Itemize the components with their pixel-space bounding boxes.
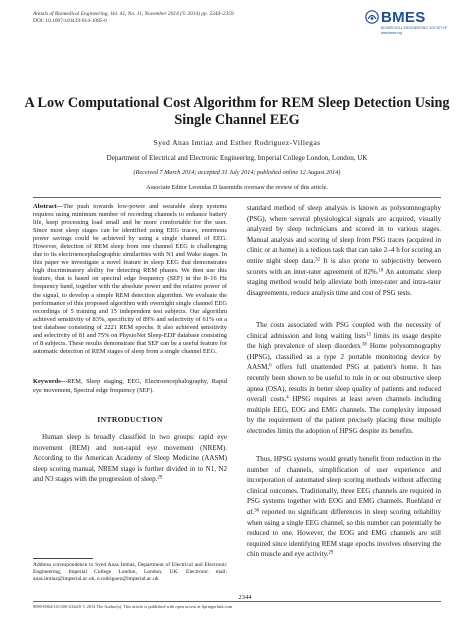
footer-divider: [33, 601, 441, 602]
abstract-label: Abstract—: [33, 203, 64, 210]
title-line-2: Single Channel EEG: [174, 112, 300, 128]
intro-paragraph: Human sleep is broadly classified in two groups: rapid eye movement (REM) and non-rapid eye movement (NREM). According to the American Academy of Sleep Medicine (AASM) sleep scoring manual, NREM stage is further divided in to N1, N2 and N3 stages with the progression of sleep.$^{29}$: [33, 433, 227, 484]
citation-ref[interactable]: 18: [378, 268, 384, 274]
logo-url[interactable]: www.bmes.org: [381, 31, 402, 35]
right-column-paragraph-1: standard method of sleep analysis is known as polysomnography (PSG), where several physiological signals are acquired, visually analyzed by sleep technicians and scored in to various stages. Manual analysis and scoring of sleep from PSG traces (acquired in clinic or at home) is a tedious task that can take 2–4 h for scoring an entire night sleep data.$^{32}$ It is also prone to subjectivity between scorers with an inter-rater agreement of 82%.$^{18}$ An automatic sleep staging method would help alleviate both inter-rater and intra-rater disagreements, reduce analysis time and cost of PSG tests.: [247, 204, 442, 297]
correspondence-footnote: Address correspondence to Syed Anas Imtiaz, Department of Electrical and Electronic Engineering, Imperial College London, London, UK. Electronic mail: anas.imtiaz@imperial.ac.uk, e.rodriguez@imperial.ac.uk: [33, 562, 227, 583]
right-column-paragraph-2: The costs associated with PSG coupled with the necessity of clinical admission and long waiting lists$^{13}$ limits its usage despite the high prevalence of sleep disorders.$^{38}$ Home polysomnography (HPSG), classified as a type 2 portable monitoring device by AASM,$^6$ offers full unattended PSG at patient's home. It has recently been shown to be useful to rule in or out obstructive sleep apnea (OSA), results in better sleep quality of patients and reduced overall costs.$^4$ HPSG requires at least seven channels including multiple EEG, EOG and EMG channels. The complexity imposed by the requirement of the patient precisely placing these multiple electrodes limits the adoption of HPSG despite its benefits.: [247, 321, 442, 435]
bmes-emblem-icon: [365, 10, 379, 24]
citation-ref[interactable]: 29: [328, 550, 334, 556]
page-number: 2344: [238, 594, 252, 601]
paper-title: [20, 95, 454, 129]
doi-link[interactable]: DOI: 10.1007/s10439-014-1085-6: [33, 18, 107, 24]
keywords-label: Keywords—: [33, 378, 68, 385]
author-list: Syed Anas Imtiaz and Esther Rodriguez-Villegas: [153, 138, 321, 147]
header-divider: [33, 197, 441, 198]
citation-ref[interactable]: 4: [286, 395, 289, 401]
bmes-logo: [365, 9, 448, 39]
keywords-text: REM, Sleep staging, EEG, Electroencephalography, Rapid eye movement, Spectral edge frequency (SEF).: [33, 378, 227, 394]
title-line-1: A Low Computational Cost Algorithm for REM Sleep Detection Using: [24, 95, 450, 111]
citation-ref[interactable]: 38: [361, 342, 367, 348]
publication-dates: (Received 7 March 2014; accepted 31 July 2014; published online 12 August 2014): [133, 169, 341, 176]
affiliation: Department of Electrical and Electronic Engineering, Imperial College London, London, UK: [106, 154, 368, 162]
editor-note: Associate Editor Leonidas D Iasemidis oversaw the review of this article.: [146, 184, 328, 191]
section-heading-introduction: INTRODUCTION: [97, 415, 163, 424]
right-column-paragraph-3: Thus, HPSG systems would greatly benefit from reduction in the number of channels, simplification of user experience and incorporation of automated sleep scoring methods without affecting clinical outcomes. Traditionally, three EEG channels are required in PSG systems together with EOG and EMG channels. Ruehland et al.$^{36}$ reported no significant differences in sleep scoring reliability when using a single EEG channel, so this number can potentially be reduced to one. However, the EOG and EMG channels are still required since identifying REM stage epochs involves observing the chin muscle and eye activity.$^{29}$: [247, 455, 442, 559]
citation-ref[interactable]: 6: [269, 363, 272, 369]
journal-header: [33, 11, 293, 25]
citation-ref[interactable]: 36: [254, 508, 260, 514]
citation-ref[interactable]: 29: [157, 475, 163, 481]
abstract: [33, 203, 227, 356]
keywords: [33, 378, 227, 395]
citation-ref[interactable]: 13: [365, 332, 371, 338]
footnote-divider: [33, 558, 93, 559]
abstract-text: The push towards low-power and wearable sleep systems requires using minimum number of recording channels to enhance battery life, keep processing load small and be more comfortable for the user. Since most sleep stages can be identified using EEG traces, enormous power savings could be achieved by using a single channel of EEG. However, detection of REM sleep from one channel EEG is challenging due to its electroencephalographic similarities with N1 and Wake stages. In this paper we investigate a novel feature in sleep EEG that demonstrates high discriminatory ability for detecting REM phases. We then use this feature, that is based on spectral edge frequency (SEF) in the 8–16 Hz frequency band, together with the absolute power and the relative power of the signal, to develop a simple REM detection algorithm. We evaluate the performance of this proposed algorithm with overnight single channel EEG recordings of 5 training and 15 independent test subjects. Our algorithm achieved sensitivity of 83%, specificity of 89% and selectivity of 61% on a test database consisting of 2221 REM epochs. It also achieved sensitivity and selectivity of 81 and 75% on PhysioNet Sleep-EDF database consisting of 8 subjects. These results demonstrate that SEF can be a useful feature for automatic detection of REM stages of sleep from a single channel EEG.: [33, 203, 227, 355]
logo-subtitle: BIOMEDICAL ENGINEERING SOCIETY®: [381, 26, 448, 30]
copyright-footer: 0090-6964/14/1100-2344/0 © 2014 The Author(s). This article is published with open access at Springerlink.com: [33, 604, 233, 609]
citation-ref[interactable]: 32: [315, 257, 321, 263]
introduction-body: [33, 432, 227, 485]
journal-citation: Annals of Biomedical Engineering, Vol. 42, No. 11, November 2014 (© 2014) pp. 2344–2359: [33, 11, 234, 17]
logo-wordmark: BMES: [381, 9, 426, 26]
